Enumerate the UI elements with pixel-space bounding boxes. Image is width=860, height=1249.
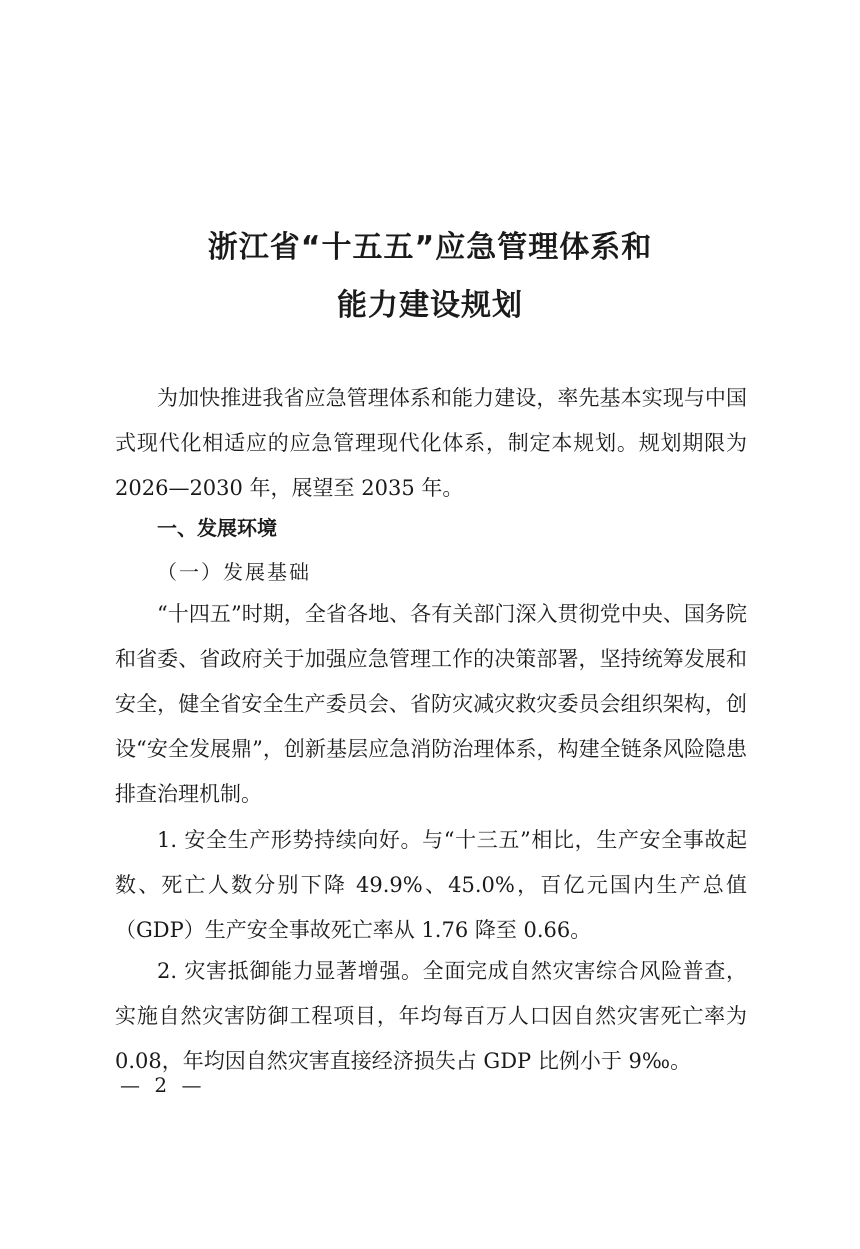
item-2-paragraph: 2. 灾害抵御能力显著增强。全面完成自然灾害综合风险普查，实施自然灾害防御工程项目，年均每百万人口因自然灾害死亡率为 0.08，年均因自然灾害直接经济损失占 GDP 比例小于 9‰。 (115, 959, 747, 1073)
section-heading: 一、发展环境 (157, 516, 277, 540)
foundation-paragraph: “十四五”时期，全省各地、各有关部门深入贯彻党中央、国务院和省委、省政府关于加强应急管理工作的决策部署，坚持统筹发展和安全，健全省安全生产委员会、省防灾减灾救灾委员会组织架构，创设“安全发展鼎”，创新基层应急消防治理体系，构建全链条风险隐患排查治理机制。 (115, 602, 747, 806)
intro-paragraph: 为加快推进我省应急管理体系和能力建设，率先基本实现与中国式现代化相适应的应急管理现代化体系，制定本规划。规划期限为 2026—2030 年，展望至 2035 年。 (115, 386, 747, 500)
item-1-paragraph: 1. 安全生产形势持续向好。与“十三五”相比，生产安全事故起数、死亡人数分别下降 49.9%、45.0%，百亿元国内生产总值（GDP）生产安全事故死亡率从 1.76 降至 0.66。 (115, 828, 747, 942)
page-number: — 2 — (120, 1073, 206, 1097)
subsection-heading: （一）发展基础 (157, 560, 311, 584)
document-title-line-1: 浙江省“十五五”应急管理体系和 (207, 230, 653, 265)
document-title-line-2: 能力建设规划 (337, 288, 523, 323)
